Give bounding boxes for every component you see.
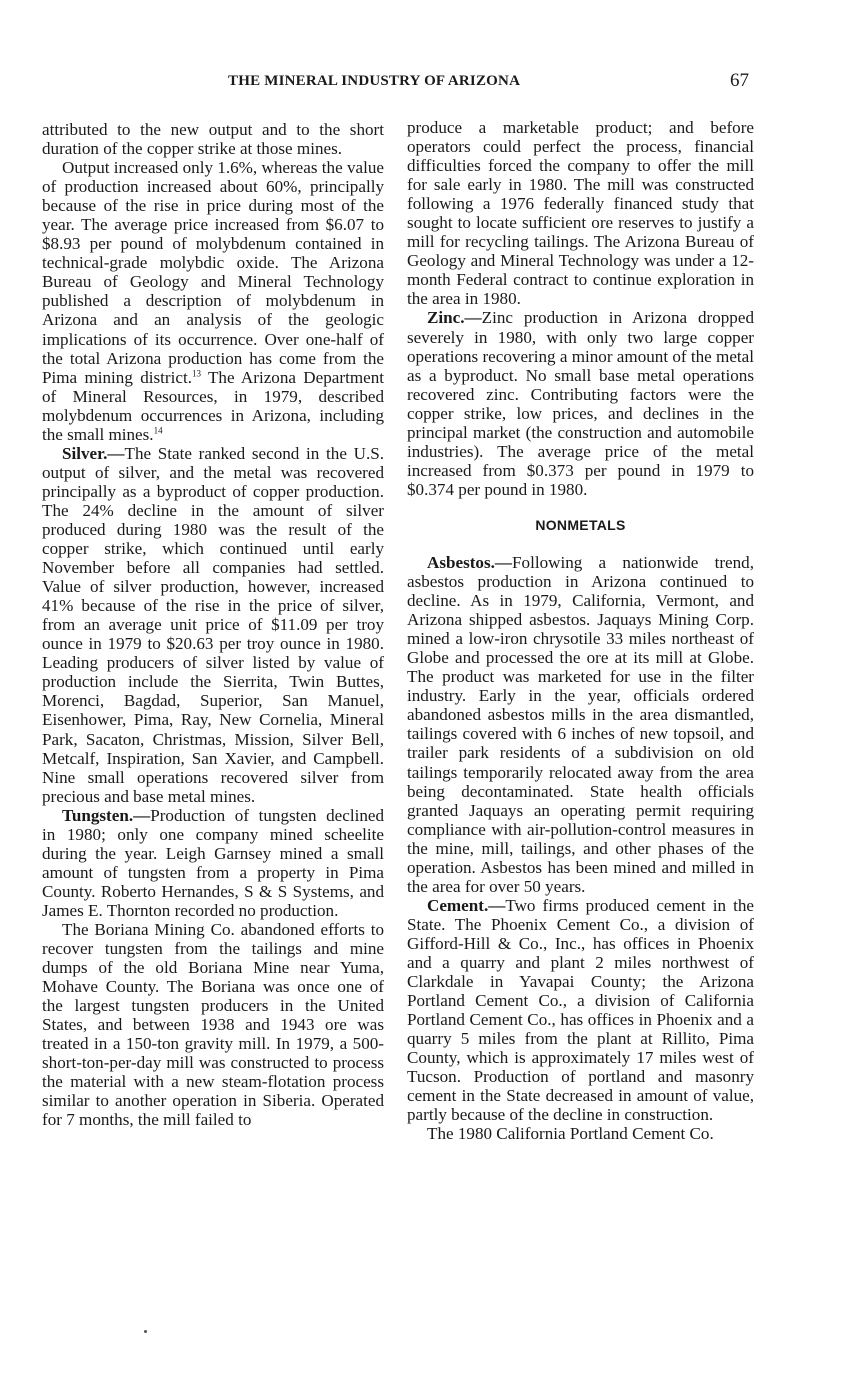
scan-speck (144, 1330, 147, 1333)
zinc-heading: Zinc.— (427, 308, 482, 328)
paragraph-text: Output increased only 1.6%, whereas the value of production increased about 60%, principally because of the rise in price during most of the year. The average price increased from $6.07 to $8.93 per pound of molybdenum contained in technical-grade molybdic oxide. The Arizona Bureau of Geology and Mineral Technology published a description of molybdenum in Arizona and an analysis of the geologic implications of its occurrence. Over one-half of the total Arizona production has come from the Pima mining district. (42, 158, 384, 387)
paragraph-zinc (407, 308, 754, 498)
paragraph-silver (42, 444, 384, 806)
section-heading-nonmetals: NONMETALS (535, 516, 626, 533)
paragraph-tungsten (42, 806, 384, 920)
paragraph-text: Following a nationwide trend, asbestos production in Arizona continued to decline. As in 1979, California, Vermont, and Arizona shipped asbestos. Jaquays Mining Corp. mined a low-iron chrysotile 33 miles northeast of Globe and processed the ore at its mill at Globe. The product was marketed for use in the filter industry. Early in the year, officials ordered abandoned asbestos mills in the area dismantled, tailings covered with 6 inches of new topsoil, and trailer park residents of a subdivision on old tailings temporarily relocated away from the area being decontaminated. State health officials granted Jaquays an operating permit requiring compliance with air-pollution-control measures in the mine, mill, tailings, and other phases of the operation. Asbestos has been mined and milled in the area for over 50 years. (407, 552, 754, 896)
page-number: 67 (730, 70, 749, 91)
tungsten-heading: Tungsten.— (62, 805, 151, 825)
paragraph-text: Production of tungsten declined in 1980; only one company mined scheelite during the year. Leigh Garnsey mined a small amount of tungsten from a property in Pima County. Roberto Hernandes, S & S Systems, and James E. Thornton recorded no production. (42, 805, 384, 920)
paragraph-text: The State ranked second in the U.S. output of silver, and the metal was recovered principally as a byproduct of copper production. The 24% decline in the amount of silver produced during 1980 was the result of the copper strike, which continued until early November before all companies had settled. Value of silver production, however, increased 41% because of the rise in the price of silver, from an average unit price of $11.09 per troy ounce in 1979 to $20.63 per troy ounce in 1980. Leading producers of silver listed by value of production include the Sierrita, Twin Buttes, Morenci, Bagdad, Superior, San Manuel, Eisenhower, Pima, Ray, New Cornelia, Mineral Park, Sacaton, Christmas, Mission, Silver Bell, Metcalf, Inspiration, San Xavier, and Campbell. Nine small operations recovered silver from precious and base metal mines. (42, 443, 384, 806)
paragraph-cement (407, 896, 754, 1125)
footnote-ref-13: 13 (191, 367, 201, 378)
paragraph-text: The Arizona Department of Mineral Resources, in 1979, described molybdenum occurrences in Arizona, including the small mines. (42, 367, 384, 444)
left-column (42, 120, 384, 1129)
asbestos-heading: Asbestos.— (427, 552, 513, 572)
paragraph-california-portland: The 1980 California Portland Cement Co. (427, 1124, 714, 1144)
cement-heading: Cement.— (427, 895, 506, 915)
running-title: THE MINERAL INDUSTRY OF ARIZONA (228, 73, 521, 89)
paragraph-continued: produce a marketable product; and before operators could perfect the process, financial difficulties forced the company to offer the mill for sale early in 1980. The mill was constructed following a 1976 federally financed study that sought to locate sufficient ore reserves to justify a mill for recycling tailings. The Arizona Bureau of Geology and Mineral Technology was under a 12-month Federal contract to continue exploration in the area in 1980. (407, 118, 754, 309)
footnote-ref-14: 14 (153, 425, 163, 436)
paragraph-asbestos (407, 553, 754, 896)
paragraph-boriana: The Boriana Mining Co. abandoned efforts to recover tungsten from the tailings and mine dumps of the old Boriana Mine near Yuma, Mohave County. The Boriana was once one of the largest tungsten producers in the United States, and between 1938 and 1943 ore was treated in a 150-ton gravity mill. In 1979, a 500-short-ton-per-day mill was constructed to process the material with a new steam-flotation process similar to another operation in Siberia. Operated for 7 months, the mill failed to (42, 919, 384, 1130)
paragraph-text: Zinc production in Arizona dropped severely in 1980, with only two large copper operations recovering a minor amount of the metal as a byproduct. No small base metal operations recovered zinc. Contributing factors were the copper strike, low prices, and declines in the principal market (the construction and automobile industries). The average price of the metal increased from $0.373 per pound in 1979 to $0.374 per pound in 1980. (407, 308, 754, 499)
paragraph-text: Two firms produced cement in the State. The Phoenix Cement Co., a division of Gifford-Hill & Co., Inc., has offices in Phoenix and a quarry and plant 2 miles northwest of Clarkdale in Yavapai County; the Arizona Portland Cement Co., a division of California Portland Cement Co., has offices in Phoenix and a quarry 5 miles from the plant at Rillito, Pima County, which is approximately 17 miles west of Tucson. Production of portland and masonry cement in the State decreased in amount of value, partly because of the decline in construction. (407, 895, 754, 1125)
paragraph-continued: attributed to the new output and to the short duration of the copper strike at those mines. (42, 120, 384, 159)
right-column (407, 118, 754, 1143)
paragraph-molybdenum (42, 158, 384, 444)
silver-heading: Silver.— (62, 443, 125, 463)
